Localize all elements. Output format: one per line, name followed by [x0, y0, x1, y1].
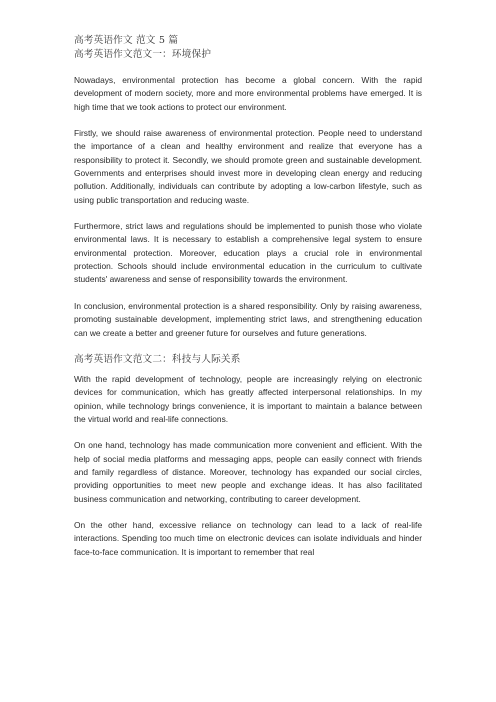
essay-two-paragraph-1: With the rapid development of technology, people are increasingly relying on electronic devices for communication, which has greatly affected interpersonal relationships. In my opinion, while technology brings convenience, it is important to maintain a balance between the virtual world and real-life connections. — [74, 373, 422, 424]
essay-two — [74, 353, 422, 559]
essay-one — [74, 48, 422, 340]
essay-two-title: 高考英语作文范文二：科技与人际关系 — [74, 353, 241, 365]
essay-one-paragraph-4: In conclusion, environmental protection is a shared responsibility. Only by raising awareness, promoting sustainable development, implementing strict laws, and strengthening education can we create a better and greener future for ourselves and future generations. — [74, 300, 422, 338]
essay-one-title: 高考英语作文范文一：环境保护 — [74, 49, 212, 60]
essay-two-paragraph-2: On one hand, technology has made communication more convenient and efficient. With the help of social media platforms and messaging apps, people can easily connect with friends and family regardless of distance. Moreover, technology has expanded our social circles, providing opportunities to meet new people and exchange ideas. It has also facilitated business communication and networking, contributing to career development. — [74, 440, 422, 504]
essay-one-paragraph-2: Firstly, we should raise awareness of environmental protection. People need to understand the importance of a clean and healthy environment and realize that everyone has a responsibility to protect it. Secondly, we should promote green and sustainable development. Governments and enterprises should invest more in developing clean energy and reducing pollution. Additionally, individuals can contribute by adopting a low-carbon lifestyle, such as using public transportation and reducing waste. — [74, 128, 422, 205]
essay-one-paragraph-1: Nowadays, environmental protection has become a global concern. With the rapid development of modern society, more and more environmental problems have emerged. It is high time that we took actions to protect our environment. — [74, 75, 422, 112]
document-title: 高考英语作文 范文 5 篇 — [74, 35, 179, 46]
essay-one-paragraph-3: Furthermore, strict laws and regulations should be implemented to punish those who violate environmental laws. It is necessary to establish a comprehensive legal system to ensure environmental protection. Moreover, education plays a crucial role in environmental protection. Schools should include environmental education in the curriculum to cultivate students' awareness and sense of responsibility towards the environment. — [74, 221, 422, 285]
essay-two-paragraph-3: On the other hand, excessive reliance on technology can lead to a lack of real-life interactions. Spending too much time on electronic devices can isolate individuals and hinder face-to-face communication. It is important to remember that real — [74, 519, 422, 557]
